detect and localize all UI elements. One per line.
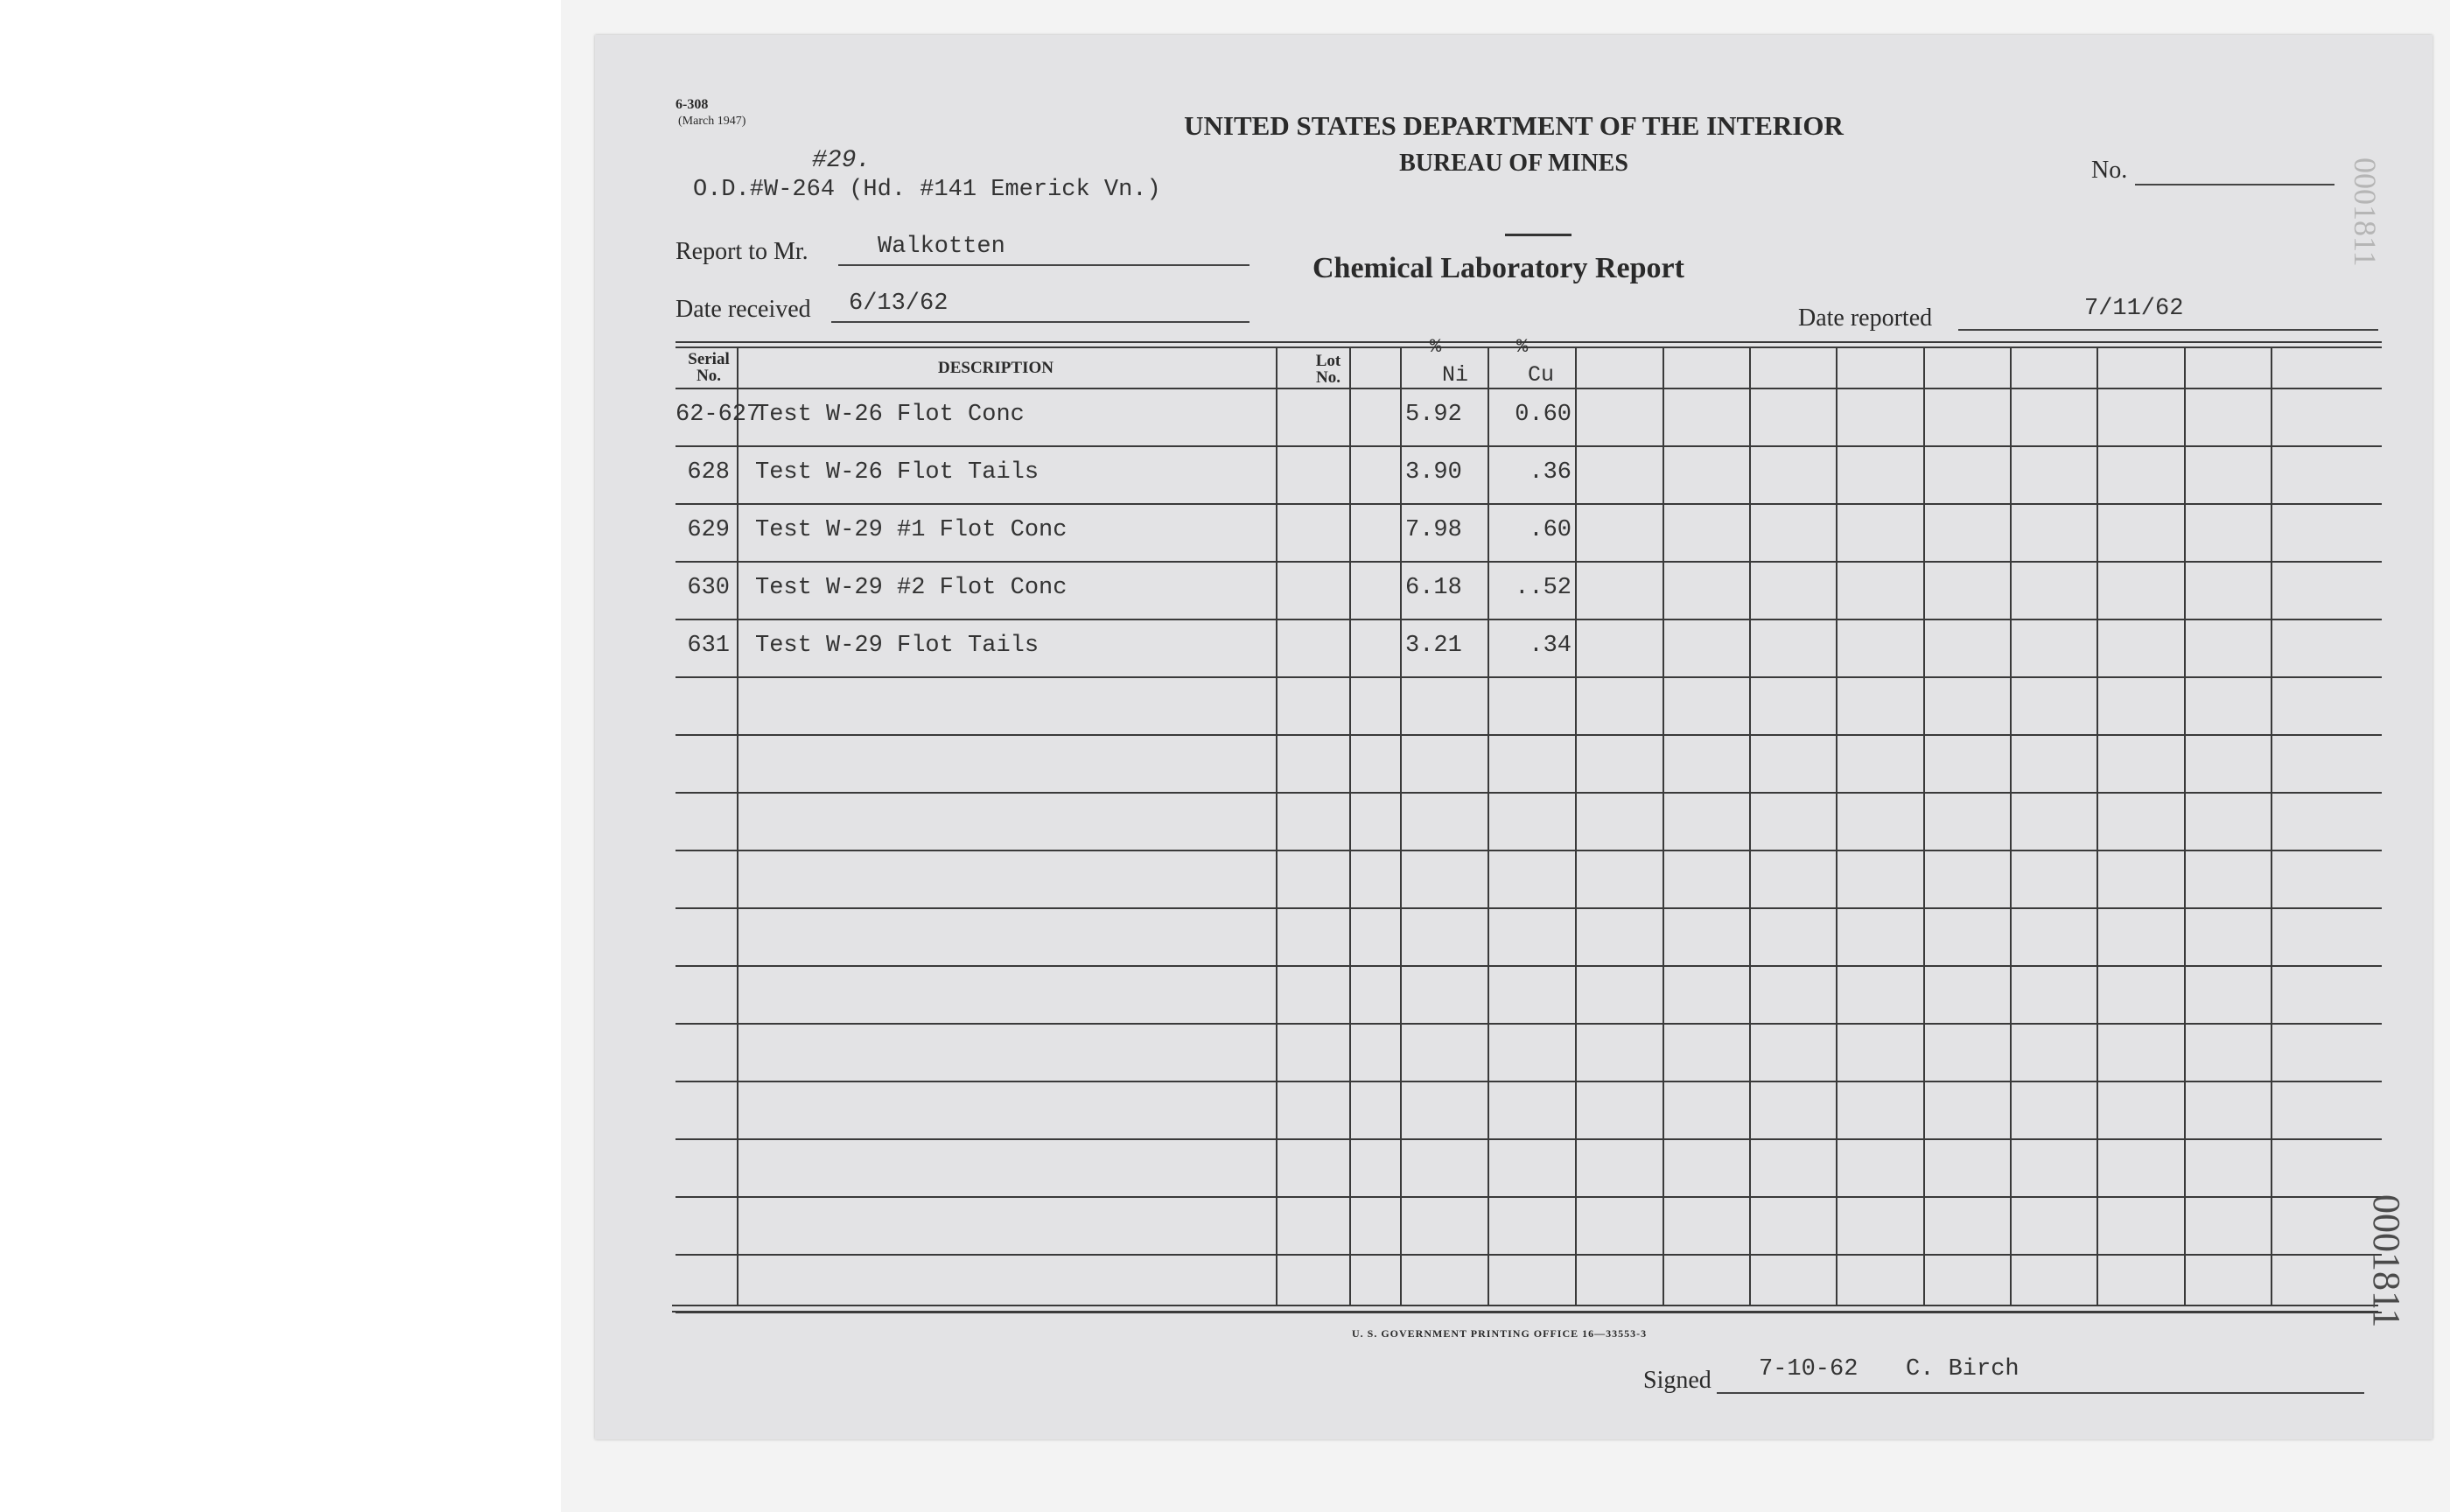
ni-cell: 5.92 [1405,402,1462,428]
report-to-label: Report to Mr. [676,238,808,265]
description-cell: Test W-26 Flot Tails [755,459,1040,486]
serial-cell: 629 [687,517,730,543]
date-reported-label: Date reported [1798,304,1933,332]
report-to-line [838,264,1250,266]
header-cu: Cu [1528,362,1555,388]
row-line [676,676,2382,678]
row-line [676,850,2382,851]
column-line [1575,346,1577,1305]
header-bottom-rule [676,388,2382,389]
stamp-number: 0001811 [2365,1194,2408,1328]
row-line [676,1254,2382,1256]
column-line [1662,346,1664,1305]
row-line [676,792,2382,794]
report-to-value: Walkotten [878,234,1005,260]
column-line [1836,346,1838,1305]
date-reported-value: 7/11/62 [2084,296,2184,322]
column-line [1349,346,1351,1305]
signed-label: Signed [1643,1367,1712,1394]
ni-cell: 6.18 [1405,575,1462,601]
row-line [676,619,2382,620]
signed-name: C. Birch [1906,1356,2020,1382]
title-rule [1505,234,1572,236]
description-cell: Test W-29 #2 Flot Conc [755,575,1068,601]
signed-date: 7-10-62 [1759,1356,1858,1382]
table-bottom-rule-2 [672,1311,2378,1312]
row-line [676,561,2382,563]
row-line [676,1023,2382,1025]
form-edition: (March 1947) [678,115,746,128]
faint-stamp-number: 0001811 [2348,158,2383,267]
column-line [1749,346,1751,1305]
description-cell: Test W-29 Flot Tails [755,633,1040,659]
table-top-rule [676,341,2382,343]
date-received-label: Date received [676,296,811,323]
ni-cell: 3.90 [1405,459,1462,486]
table-bottom-rule [672,1305,2378,1306]
row-line [676,734,2382,736]
row-line [676,1138,2382,1140]
row-line [676,907,2382,909]
header-lot: Lot No. [1315,352,1341,387]
cu-cell: .36 [1529,459,1572,486]
order-reference: O.D.#W-264 (Hd. #141 Emerick Vn.) [693,177,1161,203]
header-description: DESCRIPTION [938,359,1054,377]
header-cu-unit: % [1516,336,1529,358]
date-received-line [831,321,1250,323]
header-serial: Serial No. [688,350,730,385]
no-label: No. [2091,157,2128,184]
printer-imprint: U. S. GOVERNMENT PRINTING OFFICE 16—33553-3 [1352,1327,1648,1340]
department-title: UNITED STATES DEPARTMENT OF THE INTERIOR [1184,110,1844,141]
serial-cell: 628 [687,459,730,486]
table-top-rule-2 [676,346,2382,348]
row-line [676,445,2382,447]
column-line [2010,346,2012,1305]
date-reported-line [1958,329,2378,331]
row-line [676,503,2382,505]
column-line [737,348,738,1306]
column-line [1400,346,1402,1305]
no-field-line [2135,184,2334,186]
header-ni-unit: % [1430,336,1442,358]
date-received-value: 6/13/62 [849,290,948,317]
lab-report-sheet [595,35,2432,1439]
column-line [1923,346,1925,1305]
column-line [2184,346,2186,1305]
serial-cell: 62-627 [676,402,761,428]
description-cell: Test W-29 #1 Flot Conc [755,517,1068,543]
column-line [1276,346,1278,1305]
serial-cell: 630 [687,575,730,601]
row-line [676,1081,2382,1082]
report-title: Chemical Laboratory Report [1312,252,1684,284]
ni-cell: 7.98 [1405,517,1462,543]
serial-cell: 631 [687,633,730,659]
form-number: 6-308 [676,97,709,112]
cu-cell: .60 [1529,517,1572,543]
row-line [676,965,2382,967]
handwritten-number: #29. [812,147,872,174]
header-ni: Ni [1442,362,1469,388]
signed-line [1717,1392,2364,1394]
cu-cell: 0.60 [1515,402,1572,428]
description-cell: Test W-26 Flot Conc [755,402,1025,428]
ni-cell: 3.21 [1405,633,1462,659]
bureau-title: BUREAU OF MINES [1399,150,1628,177]
column-line [2271,346,2272,1305]
column-line [1488,346,1489,1305]
cu-cell: .34 [1529,633,1572,659]
column-line [2096,346,2098,1305]
cu-cell: ..52 [1515,575,1572,601]
row-line [676,1196,2382,1198]
